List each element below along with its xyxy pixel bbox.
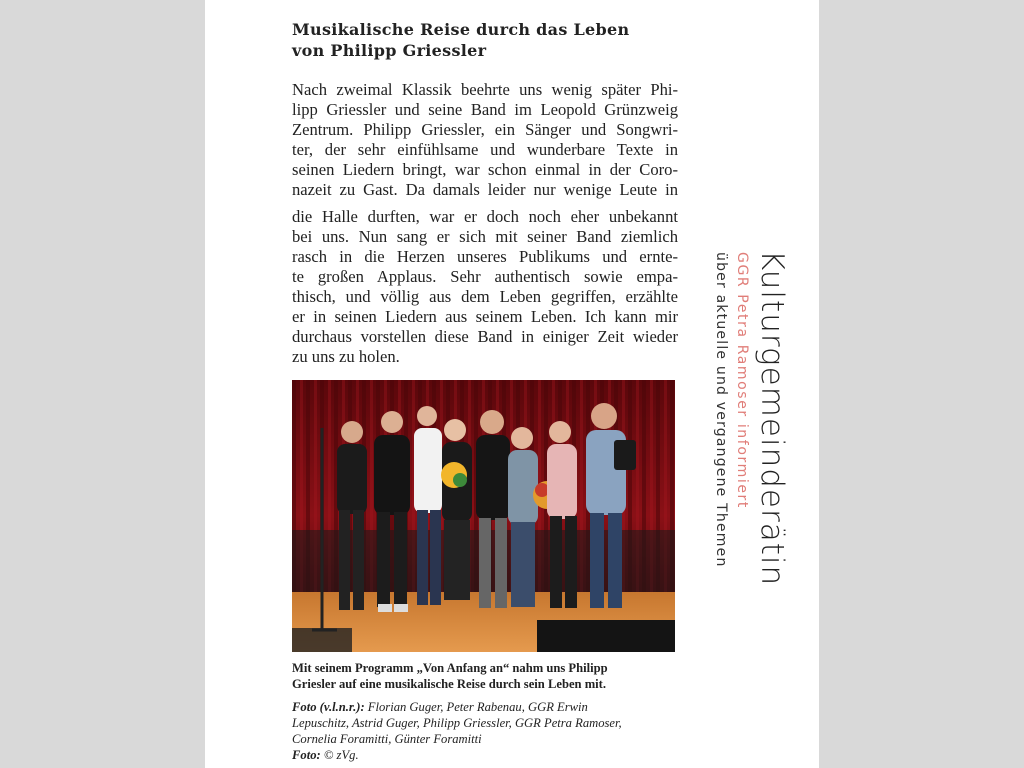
text-line: nazeit zu Gast. Da damals leider nur wenige Leute in <box>292 180 678 199</box>
foto-value: © zVg. <box>320 748 359 762</box>
title-line: von Philipp Griessler <box>292 41 487 60</box>
credits-line <box>292 747 692 763</box>
sidebar-tagline: über aktuelle und vergangene Themen <box>713 252 729 568</box>
photo-credits <box>292 699 692 763</box>
text-line: bei uns. Nun sang er sich mit seiner Band ziemlich <box>292 227 678 246</box>
credits-line: Lepuschitz, Astrid Guger, Philipp Griessler, GGR Petra Ramoser, <box>292 716 622 730</box>
text-line: die Halle durften, war er doch noch eher unbekannt <box>292 207 678 226</box>
text-line: thisch, und völlig aus dem Leben gegriffen, erzählte <box>292 287 678 306</box>
band-photo-illustration <box>292 380 675 652</box>
text-line: te großen Applaus. Sehr authentisch sowie empa- <box>292 267 678 286</box>
credits-line <box>292 699 692 715</box>
sidebar-subheading: GGR Petra Ramoser informiert <box>734 252 750 509</box>
credits-label: Foto (v.l.n.r.): <box>292 700 365 714</box>
article-paragraph-1 <box>292 80 678 200</box>
text-line: zu uns zu holen. <box>292 347 400 366</box>
title-line: Musikalische Reise durch das Leben <box>292 20 630 39</box>
foto-label: Foto: <box>292 748 321 762</box>
sidebar-vertical-heading <box>700 250 790 610</box>
sidebar-heading: Kulturgemeinderätin <box>754 250 790 587</box>
credits-names: Florian Guger, Peter Rabenau, GGR Erwin <box>364 700 588 714</box>
text-line: er in seinen Liedern aus seinem Leben. Ich kann mir <box>292 307 678 326</box>
text-line: durchaus vorstellen diese Band in einiger Zeit wieder <box>292 327 678 346</box>
text-line: lipp Griessler und seine Band im Leopold Grünzweig <box>292 100 678 119</box>
text-line: seinen Liedern bringt, war schon einmal in der Coro- <box>292 160 678 179</box>
text-line: Nach zweimal Klassik beehrte uns wenig später Phi- <box>292 80 678 99</box>
band-photo <box>292 380 675 652</box>
caption-line: Griesler auf eine musikalische Reise durch sein Leben mit. <box>292 677 607 691</box>
text-line: rasch in die Herzen unseres Publikums und ernte- <box>292 247 678 266</box>
text-line: ter, der sehr einfühlsame und wunderbare Texte in <box>292 140 678 159</box>
article-title <box>292 19 692 61</box>
article-paragraph-2 <box>292 207 678 367</box>
credits-line: Cornelia Foramitti, Günter Foramitti <box>292 732 482 746</box>
caption-line: Mit seinem Programm „Von Anfang an“ nahm uns Philipp <box>292 661 608 675</box>
photo-caption <box>292 660 692 692</box>
text-line: Zentrum. Philipp Griessler, ein Sänger und Songwri- <box>292 120 678 139</box>
